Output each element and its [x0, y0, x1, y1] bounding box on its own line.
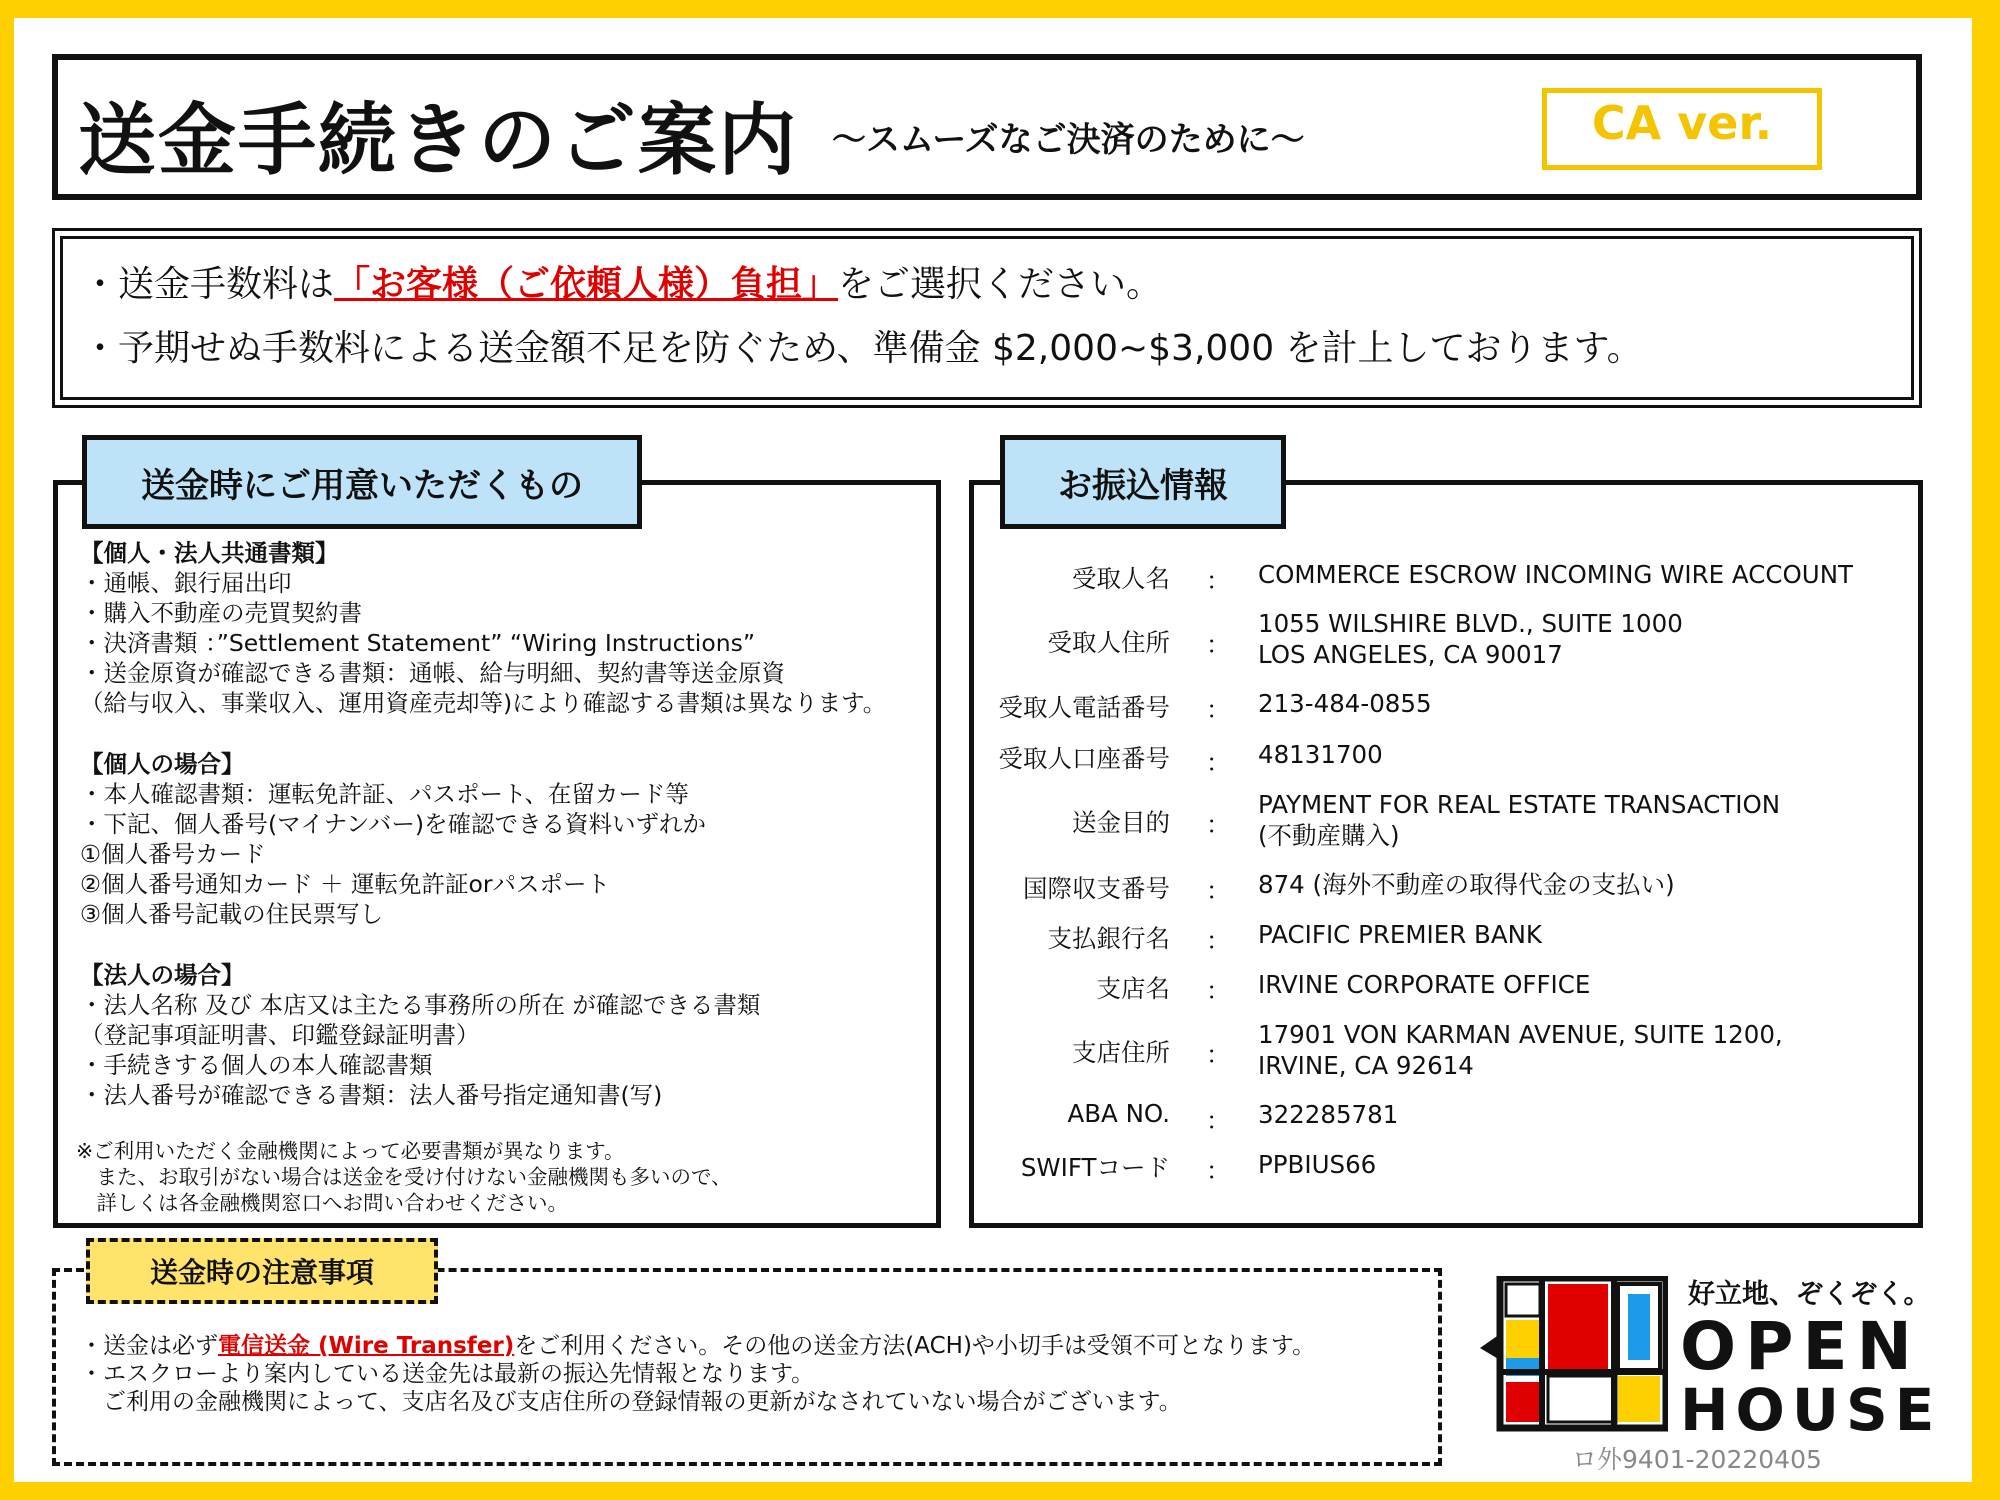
value-balance-code — [1258, 869, 1675, 900]
brand-slogan: 好立地、ぞくぞく。 — [1688, 1279, 1931, 1310]
value-line: 322285781 — [1258, 1100, 1399, 1129]
caution-line-latest: ・エスクローより案内している送金先は最新の振込先情報となります。 — [80, 1361, 815, 1387]
list-item: ・通帳、銀行届出印 — [80, 569, 292, 597]
list-item: ・法人番号が確認できる書類：法人番号指定通知書(写) — [80, 1081, 663, 1109]
list-item: ①個人番号カード — [80, 840, 266, 868]
value-swift-code — [1258, 1149, 1376, 1180]
cautions-list — [80, 1332, 1315, 1416]
value-branch-address — [1258, 1019, 1783, 1081]
value-recipient-name — [1258, 559, 1853, 590]
notice-line-fee — [82, 256, 1162, 307]
row-colon: ： — [1206, 1156, 1231, 1185]
brand-name-house: HOUSE — [1680, 1376, 1942, 1444]
page-title: 送金手続きのご案内 — [78, 96, 799, 186]
list-item: ・購入不動産の売買契約書 — [80, 599, 362, 627]
label-recipient-name: 受取人名 — [1072, 564, 1170, 593]
list-item: （登記事項証明書、印鑑登録証明書） — [80, 1021, 480, 1049]
row-colon: ： — [1206, 1040, 1231, 1069]
value-line: COMMERCE ESCROW INCOMING WIRE ACCOUNT — [1258, 560, 1853, 589]
caution-wire-emphasis: 電信送金 (Wire Transfer) — [218, 1333, 515, 1359]
value-line: LOS ANGELES, CA 90017 — [1258, 640, 1563, 669]
label-recipient-phone: 受取人電話番号 — [998, 693, 1170, 722]
page-subtitle: ～スムーズなご決済のために～ — [832, 120, 1305, 160]
caution-wire-suffix: をご利用ください。その他の送金方法(ACH)や小切手は受領不可となります。 — [514, 1333, 1316, 1359]
row-colon: ： — [1206, 630, 1231, 659]
list-item: ・決済書類 ：”Settlement Statement” “Wiring Instructions” — [80, 629, 756, 657]
brand-name-open: OPEN — [1680, 1308, 1921, 1385]
value-line: PPBIUS66 — [1258, 1150, 1377, 1179]
value-purpose — [1258, 789, 1780, 851]
value-line: PAYMENT FOR REAL ESTATE TRANSACTION — [1258, 790, 1781, 819]
row-colon: ： — [1206, 748, 1231, 777]
documents-footnote — [76, 1138, 936, 1216]
value-line: (不動産購入) — [1258, 821, 1400, 850]
value-line: 17901 VON KARMAN AVENUE, SUITE 1200, — [1258, 1020, 1783, 1049]
label-swift-code: SWIFTコード — [1020, 1153, 1170, 1182]
label-balance-code: 国際収支番号 — [1023, 874, 1170, 903]
label-branch-address: 支店住所 — [1072, 1038, 1170, 1067]
list-item: ・本人確認書類：運転免許証、パスポート、在留カード等 — [80, 780, 689, 808]
list-item: ③個人番号記載の住民票写し — [80, 900, 384, 928]
row-colon: ： — [1206, 1106, 1231, 1135]
value-branch-name — [1258, 969, 1590, 1000]
notice-fee-prefix: ・送金手数料は — [82, 264, 335, 305]
row-colon: ： — [1206, 976, 1231, 1005]
value-recipient-address — [1258, 608, 1683, 670]
row-colon: ： — [1206, 926, 1231, 955]
row-colon: ： — [1206, 566, 1231, 595]
label-recipient-account: 受取人口座番号 — [998, 744, 1170, 773]
documents-tab-title: 送金時にご用意いただくもの — [82, 435, 642, 529]
row-colon: ： — [1206, 876, 1231, 905]
document-code: ロ外9401-20220405 — [1572, 1445, 1822, 1474]
notice-line-reserve: ・予期せぬ手数料による送金額不足を防ぐため、準備金 $2,000~$3,000 を計上しております。 — [82, 328, 1643, 369]
caution-line-wire — [80, 1332, 1315, 1360]
value-recipient-phone — [1258, 688, 1432, 719]
value-line: 1055 WILSHIRE BLVD., SUITE 1000 — [1258, 609, 1683, 638]
caution-line-branch: ご利用の金融機関によって、支店名及び支店住所の登録情報の更新がなされていない場合がございます。 — [80, 1389, 1182, 1415]
documents-list — [80, 538, 940, 1110]
value-recipient-account — [1258, 739, 1383, 770]
value-line: PACIFIC PREMIER BANK — [1258, 920, 1542, 949]
transfer-info-tab-title: お振込情報 — [1000, 435, 1286, 529]
common-docs-header: 【個人・法人共通書類】 — [80, 539, 339, 567]
row-colon: ： — [1206, 810, 1231, 839]
footnote-line: また、お取引がない場合は送金を受け付けない金融機関も多いので、 — [76, 1165, 732, 1189]
list-item: ②個人番号通知カード ＋ 運転免許証orパスポート — [80, 870, 611, 898]
version-badge: CA ver. — [1591, 96, 1773, 150]
footnote-line: ※ご利用いただく金融機関によって必要書類が異なります。 — [76, 1139, 625, 1163]
row-colon: ： — [1206, 695, 1231, 724]
value-bank-name — [1258, 919, 1542, 950]
list-item: （給与収入、事業収入、運用資産売却等)により確認する書類は異なります。 — [80, 689, 887, 717]
label-purpose: 送金目的 — [1072, 808, 1170, 837]
label-recipient-address: 受取人住所 — [1047, 628, 1170, 657]
footnote-line: 詳しくは各金融機関窓口へお問い合わせください。 — [76, 1191, 568, 1215]
list-item: ・下記、個人番号(マイナンバー)を確認できる資料いずれか — [80, 810, 707, 838]
value-line: IRVINE CORPORATE OFFICE — [1258, 970, 1591, 999]
value-line: 213-484-0855 — [1258, 689, 1432, 718]
value-aba-no — [1258, 1099, 1398, 1130]
value-line: IRVINE, CA 92614 — [1258, 1051, 1474, 1080]
corporate-docs-header: 【法人の場合】 — [80, 961, 245, 989]
notice-fee-emphasis: 「お客様（ご依頼人様）負担」 — [334, 264, 839, 305]
individual-docs-header: 【個人の場合】 — [80, 750, 245, 778]
label-aba-no: ABA NO. — [1067, 1099, 1170, 1128]
list-item: ・法人名称 及び 本店又は主たる事務所の所在 が確認できる書類 — [80, 991, 761, 1019]
label-branch-name: 支店名 — [1096, 974, 1170, 1003]
caution-wire-prefix: ・送金は必ず — [80, 1333, 218, 1359]
list-item: ・手続きする個人の本人確認書類 — [80, 1051, 433, 1079]
list-item: ・送金原資が確認できる書類：通帳、給与明細、契約書等送金原資 — [80, 659, 785, 687]
label-bank-name: 支払銀行名 — [1047, 924, 1170, 953]
value-line: 48131700 — [1258, 740, 1383, 769]
open-house-logo-icon — [1478, 1276, 1668, 1436]
value-line: 874 (海外不動産の取得代金の支払い) — [1258, 870, 1675, 899]
notice-fee-suffix: をご選択ください。 — [838, 264, 1163, 305]
cautions-tab-title: 送金時の注意事項 — [86, 1238, 438, 1304]
